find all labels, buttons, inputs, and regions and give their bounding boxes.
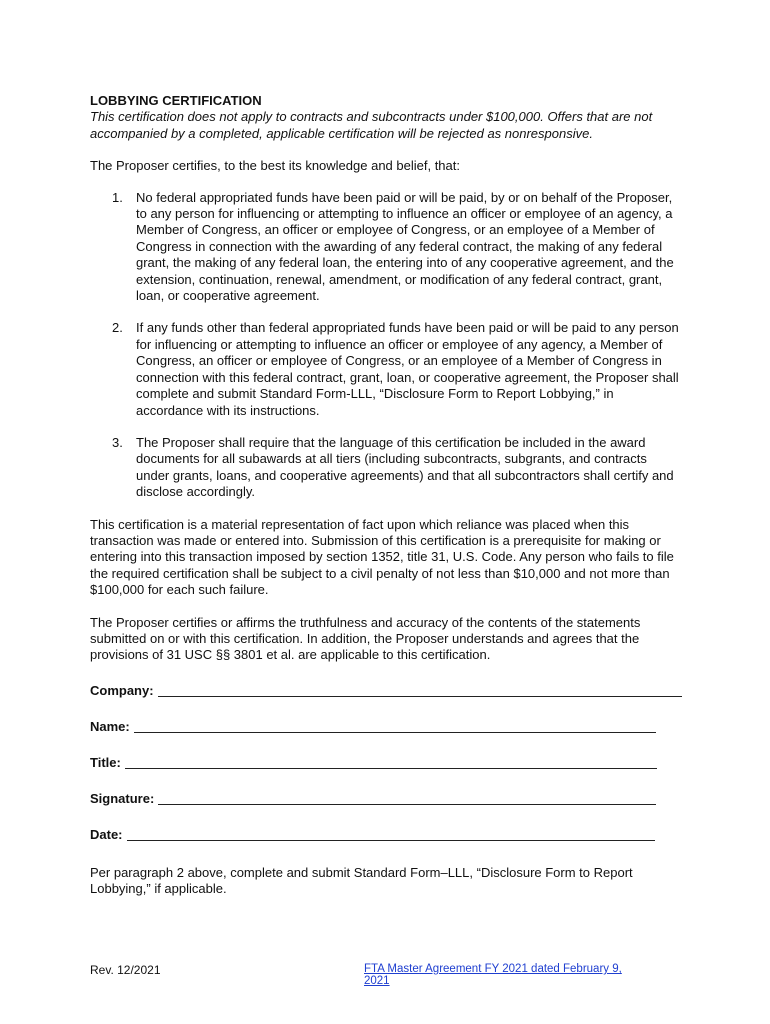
revision-label: Rev. 12/2021 xyxy=(90,963,161,977)
intro-text: The Proposer certifies, to the best its knowledge and belief, that: xyxy=(90,158,460,174)
date-label: Date: xyxy=(90,826,123,842)
signature-fields xyxy=(90,683,682,863)
list-item xyxy=(90,190,682,305)
document-body xyxy=(90,93,682,898)
list-item-text: If any funds other than federal appropriated funds have been paid or will be paid to any person for influencing or attempting to influence an officer or employee of any agency, a Member of Congress, an officer or employee of Congress, or an employee of a Member of Congress in connection with this federal contract, grant, loan, or cooperative agreement, the Proposer shall complete and submit Standard Form-LLL, “Disclosure Form to Report Lobbying,” in accordance with its instructions. xyxy=(136,320,679,418)
name-line[interactable] xyxy=(134,719,656,733)
doc-title: LOBBYING CERTIFICATION xyxy=(90,93,262,108)
signature-line[interactable] xyxy=(158,791,656,805)
list-item-text: The Proposer shall require that the language of this certification be included in the award documents for all subawards at all tiers (including subcontracts, subgrants, and contracts under grants, loans, and cooperative agreements) and that all subcontractors shall certify and disclose accordingly. xyxy=(136,434,674,500)
title-label: Title: xyxy=(90,754,121,770)
name-label: Name: xyxy=(90,718,130,734)
title-line[interactable] xyxy=(125,755,657,769)
master-agreement-link[interactable]: FTA Master Agreement FY 2021 dated February 9, 2021 xyxy=(364,963,622,987)
list-item-text: No federal appropriated funds have been paid or will be paid, by or on behalf of the Proposer, to any person for influencing or attempting to influence an officer or employee of an agency, a Member of Congress, an officer or employee of Congress, or an employee of a Member of Congress in connection with the awarding of any federal contract, the making of any federal grant, the making of any federal loan, the entering into of any cooperative agreement, and the extension, continuation, renewal, amendment, or modification of any federal contract, grant, loan, or cooperative agreement. xyxy=(136,189,674,304)
title-field[interactable] xyxy=(90,755,682,791)
signature-label: Signature: xyxy=(90,790,155,806)
signature-field[interactable] xyxy=(90,791,682,827)
certification-list xyxy=(90,190,682,501)
affirmation-paragraph: The Proposer certifies or affirms the truthfulness and accuracy of the contents of the statements submitted on or with this certification. In addition, the Proposer understands and agrees that the provisions of 31 USC §§ 3801 et al. are applicable to this certification. xyxy=(90,614,641,663)
date-field[interactable] xyxy=(90,827,682,863)
list-number: 2. xyxy=(112,320,123,336)
date-line[interactable] xyxy=(127,827,655,841)
name-field[interactable] xyxy=(90,719,682,755)
list-item xyxy=(90,320,682,418)
company-field[interactable] xyxy=(90,683,682,719)
company-label: Company: xyxy=(90,682,154,698)
company-line[interactable] xyxy=(158,683,682,697)
notice-text: This certification does not apply to contracts and subcontracts under $100,000. Offers that are not accompanied by a completed, applicable certification will be rejected as nonresponsive. xyxy=(90,109,653,141)
list-number: 1. xyxy=(112,189,123,205)
material-representation-paragraph: This certification is a material representation of fact upon which reliance was placed when this transaction was made or entered into. Submission of this certification is a prerequisite for making or entering into this transaction imposed by section 1352, title 31, U.S. Code. Any person who fails to file the required certification shall be subject to a civil penalty of not less than $10,000 and not more than $100,000 for each such failure. xyxy=(90,516,674,598)
list-number: 3. xyxy=(112,434,123,450)
closing-note: Per paragraph 2 above, complete and submit Standard Form–LLL, “Disclosure Form to Report Lobbying,” if applicable. xyxy=(90,864,633,897)
list-item xyxy=(90,435,682,501)
